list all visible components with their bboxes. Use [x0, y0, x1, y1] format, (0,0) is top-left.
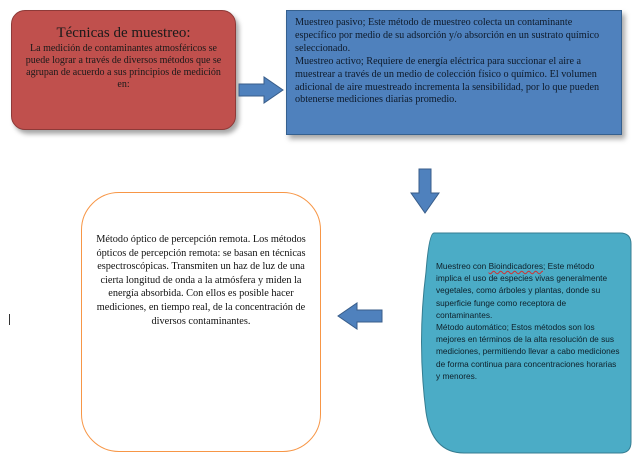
- bio-prefix: Muestreo con: [436, 261, 489, 271]
- bio-description: ; Este método implica el uso de especies vivas generalmente vegetales, como árboles y plantas, donde su superficie funge como receptora de contaminantes.: [436, 261, 608, 320]
- automatic-method-text: Método automático; Estos métodos son los mejores en términos de la alta resolución de sus mediciones, permitiendo llevar a cabo mediciones de forma continua para concentraciones horarias y menores.: [436, 322, 620, 381]
- left-arrow-icon: [337, 302, 383, 330]
- remote-sensing-box: [81, 192, 321, 452]
- passive-sampling-text: Muestreo pasivo; Este método de muestreo colecta un contaminante específico por medio de su adsorción y/o absorción en un sustrato químico seleccionado.: [295, 17, 600, 54]
- techniques-box: [11, 10, 236, 130]
- bioindicator-automatic-box: [420, 232, 632, 454]
- bioindicators-word: Bioindicadores: [488, 261, 544, 271]
- right-arrow-icon: [238, 76, 284, 104]
- sampling-methods-box: [286, 10, 622, 135]
- techniques-title: Técnicas de muestreo:: [56, 25, 191, 41]
- bioindicator-automatic-text: [436, 260, 622, 382]
- text-cursor: [9, 314, 10, 325]
- down-arrow-icon: [410, 168, 440, 214]
- techniques-text: La medición de contaminantes atmosféricos se puede lograr a través de diversos métodos que se agrupan de acuerdo a sus principios de medición en:: [25, 43, 222, 90]
- remote-sensing-text: Método óptico de percepción remota. Los métodos ópticos de percepción remota: se basan en técnicas espectroscópicas. Transmiten un haz de luz de una cierta longitud de onda a la atmósfera y miden la energía absorbida. Con ellos es posible hacer mediciones, en tiempo real, de la concentración de diversos contaminantes.: [96, 234, 306, 327]
- active-sampling-text: Muestreo activo; Requiere de energía eléctrica para succionar el aire a muestrear a través de un medio de colección físico o químico. El volumen adicional de aire muestreado incrementa la sensibilidad, por lo que pueden obtenerse mediciones diarias promedio.: [295, 55, 600, 106]
